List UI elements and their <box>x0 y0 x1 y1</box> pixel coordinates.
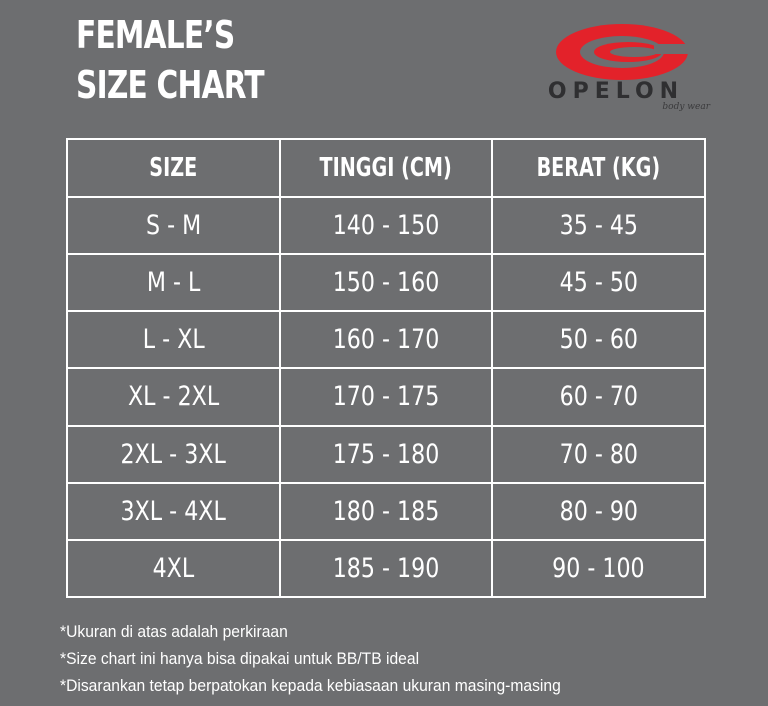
size-cell: S - M <box>67 197 280 254</box>
height-cell: 160 - 170 <box>280 311 493 368</box>
height-cell: 175 - 180 <box>280 426 493 483</box>
weight-cell: 60 - 70 <box>492 368 705 425</box>
table-header-row <box>67 139 705 197</box>
height-cell: 150 - 160 <box>280 254 493 311</box>
table-row <box>67 311 705 368</box>
height-cell: 185 - 190 <box>280 540 493 597</box>
table-row <box>67 426 705 483</box>
weight-cell: 45 - 50 <box>492 254 705 311</box>
size-cell: 4XL <box>67 540 280 597</box>
logo-brand-text: OPELON <box>547 79 685 104</box>
table-row <box>67 483 705 540</box>
logo-swirl-icon <box>554 22 690 82</box>
weight-cell: 35 - 45 <box>492 197 705 254</box>
column-header-size: SIZE <box>67 139 280 197</box>
column-header-weight: BERAT (KG) <box>492 139 705 197</box>
footnote: *Disarankan tetap berpatokan kepada kebiasaan ukuran masing-masing <box>60 676 561 695</box>
footnote: *Ukuran di atas adalah perkiraan <box>60 622 288 641</box>
size-cell: M - L <box>67 254 280 311</box>
size-cell: L - XL <box>67 311 280 368</box>
title-line-2: SIZE CHART <box>76 63 264 107</box>
size-table <box>66 138 706 598</box>
table-row <box>67 540 705 597</box>
size-cell: XL - 2XL <box>67 368 280 425</box>
table-row <box>67 254 705 311</box>
size-cell: 3XL - 4XL <box>67 483 280 540</box>
brand-logo <box>518 18 714 110</box>
table-row <box>67 368 705 425</box>
height-cell: 140 - 150 <box>280 197 493 254</box>
weight-cell: 50 - 60 <box>492 311 705 368</box>
title-line-1: FEMALE’S <box>76 13 235 57</box>
page-title <box>76 10 264 110</box>
column-header-height: TINGGI (CM) <box>280 139 493 197</box>
footnotes <box>60 618 604 699</box>
size-cell: 2XL - 3XL <box>67 426 280 483</box>
weight-cell: 70 - 80 <box>492 426 705 483</box>
footnote: *Size chart ini hanya bisa dipakai untuk BB/TB ideal <box>60 649 420 668</box>
logo-tagline: body wear <box>662 102 710 112</box>
height-cell: 180 - 185 <box>280 483 493 540</box>
height-cell: 170 - 175 <box>280 368 493 425</box>
weight-cell: 90 - 100 <box>492 540 705 597</box>
weight-cell: 80 - 90 <box>492 483 705 540</box>
table-row <box>67 197 705 254</box>
